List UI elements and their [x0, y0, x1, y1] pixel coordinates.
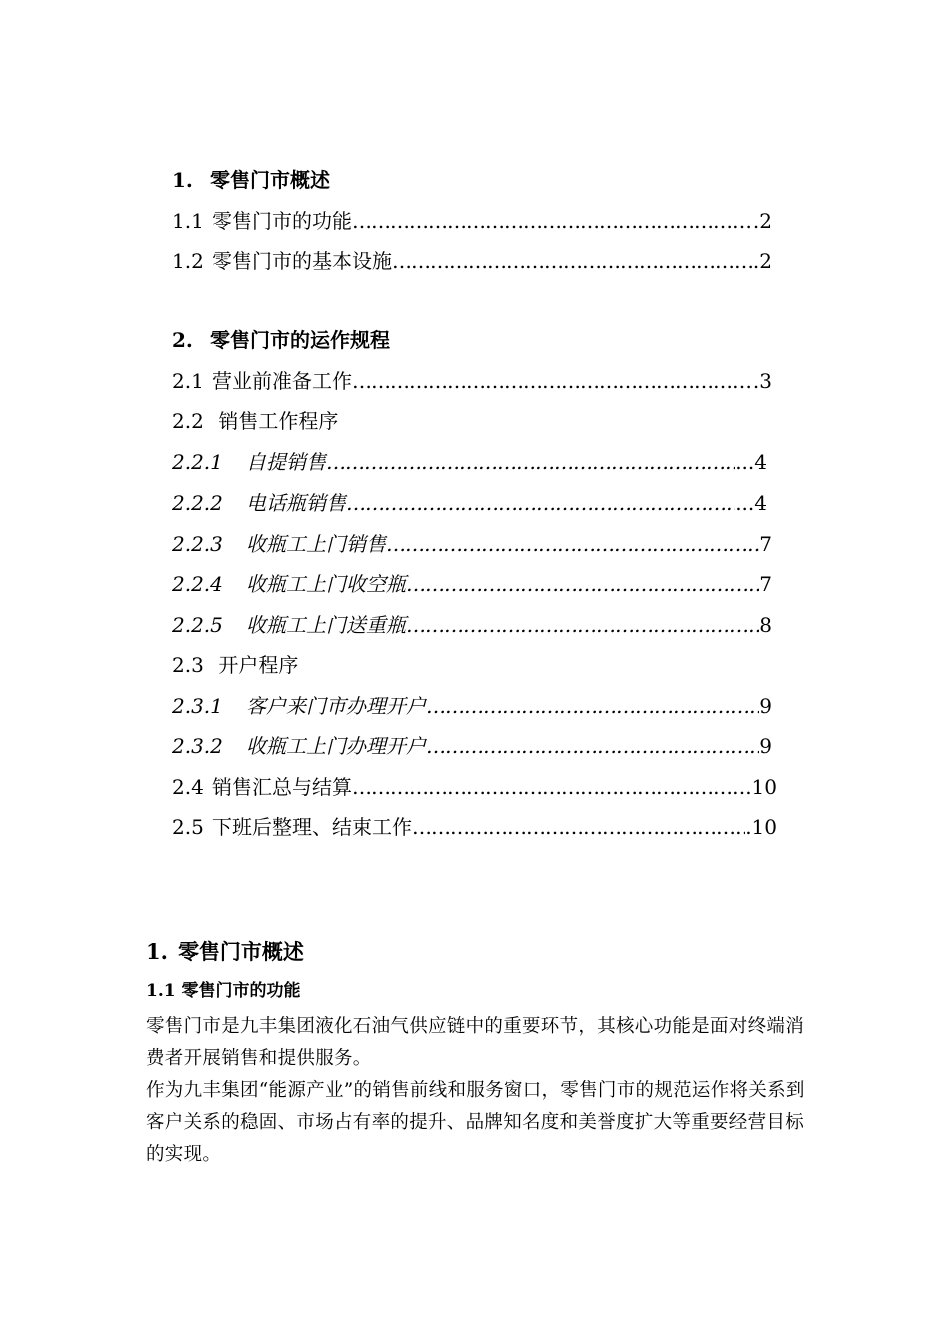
toc-subentry[interactable] — [172, 691, 772, 721]
toc-page-number: 8 — [759, 613, 772, 637]
toc-subentry[interactable] — [172, 447, 767, 477]
body-paragraph: 作为九丰集团“能源产业”的销售前线和服务窗口，零售门市的规范运作将关系到客户关系的稳固、市场占有率的提升、品牌知名度和美誉度扩大等重要经营目标的实现。 — [146, 1080, 805, 1165]
toc-entry-title: 收瓶工上门送重瓶 — [246, 613, 406, 637]
toc-entry[interactable] — [172, 650, 298, 680]
toc-subentry[interactable] — [172, 731, 772, 761]
toc-page-number: .2 — [752, 209, 772, 233]
toc-entry-number: 2.2.3 — [172, 532, 223, 556]
toc-entry-number: 1.2 — [172, 249, 204, 273]
section-heading — [146, 936, 304, 968]
toc-dot-leader — [352, 366, 753, 396]
toc-entry-number: 2.1 — [172, 369, 204, 393]
body-paragraph: 零售门市是九丰集团液化石油气供应链中的重要环节，其核心功能是面对终端消费者开展销售和提供服务。 — [146, 1016, 805, 1069]
toc-entry-number: 2.3 — [172, 653, 204, 677]
toc-entry-title: 下班后整理、结束工作 — [212, 815, 412, 839]
toc-page-number: .2 — [752, 249, 772, 273]
toc-page-number: ...4 — [735, 491, 767, 515]
toc-entry-title: 销售汇总与结算 — [212, 775, 352, 799]
toc-entry-number: 2.4 — [172, 775, 204, 799]
toc-entry-number: 2.2 — [172, 409, 204, 433]
toc-dot-leader — [392, 246, 753, 276]
toc-dot-leader — [346, 488, 735, 518]
toc-dot-leader — [326, 447, 735, 477]
toc-entry-title: 自提销售 — [246, 450, 326, 474]
toc-entry[interactable] — [172, 406, 338, 436]
toc-page-number: ...4 — [735, 450, 767, 474]
toc-entry-number: 2.2.5 — [172, 613, 223, 637]
toc-page-number: 7 — [759, 572, 772, 596]
toc-page-number: .10 — [745, 775, 777, 799]
toc-dot-leader — [352, 772, 745, 802]
toc-section-title: 零售门市概述 — [210, 168, 330, 192]
toc-entry-title: 营业前准备工作 — [212, 369, 352, 393]
toc-section-heading[interactable] — [172, 165, 330, 195]
toc-entry[interactable] — [172, 366, 772, 396]
toc-entry-number: 1.1 — [172, 209, 204, 233]
toc-section-number: 2. — [172, 328, 193, 352]
toc-dot-leader — [352, 206, 753, 236]
toc-entry-title: 收瓶工上门办理开户 — [246, 734, 426, 758]
toc-dot-leader — [406, 610, 759, 640]
section-heading-number: 1. — [146, 939, 168, 964]
toc-page-number: 9 — [759, 694, 772, 718]
toc-section-title: 零售门市的运作规程 — [210, 328, 390, 352]
toc-section-heading[interactable] — [172, 325, 390, 355]
toc-entry[interactable] — [172, 772, 777, 802]
toc-subentry[interactable] — [172, 610, 772, 640]
toc-entry-title: 收瓶工上门收空瓶 — [246, 572, 406, 596]
toc-entry-number: 2.2.2 — [172, 491, 223, 515]
toc-entry-number: 2.5 — [172, 815, 204, 839]
toc-subentry[interactable] — [172, 569, 772, 599]
toc-entry-number: 2.2.4 — [172, 572, 223, 596]
toc-section-number: 1. — [172, 168, 193, 192]
toc-dot-leader — [412, 812, 745, 842]
toc-entry-title: 收瓶工上门销售 — [246, 532, 386, 556]
toc-page-number: 9 — [759, 734, 772, 758]
toc-entry[interactable] — [172, 812, 777, 842]
toc-entry-title: 零售门市的功能 — [212, 209, 352, 233]
toc-entry-number: 2.3.1 — [172, 694, 223, 718]
toc-entry[interactable] — [172, 206, 772, 236]
toc-entry-title: 开户程序 — [218, 653, 299, 677]
toc-entry-title: 电话瓶销售 — [246, 491, 346, 515]
toc-entry-number: 2.3.2 — [172, 734, 223, 758]
toc-entry-number: 2.2.1 — [172, 450, 223, 474]
toc-entry-title: 销售工作程序 — [218, 409, 339, 433]
toc-subentry[interactable] — [172, 488, 767, 518]
toc-subentry[interactable] — [172, 529, 772, 559]
toc-entry-title: 客户来门市办理开户 — [246, 694, 426, 718]
toc-dot-leader — [426, 691, 759, 721]
toc-page-number: 7 — [759, 532, 772, 556]
toc-entry-title: 零售门市的基本设施 — [212, 249, 392, 273]
toc-dot-leader — [426, 731, 759, 761]
toc-dot-leader — [386, 529, 759, 559]
toc-entry[interactable] — [172, 246, 772, 276]
section-heading-title: 零售门市概述 — [177, 939, 304, 964]
toc-page-number: .3 — [752, 369, 772, 393]
subsection-heading: 1.1 零售门市的功能 — [146, 981, 301, 1001]
toc-dot-leader — [406, 569, 759, 599]
toc-page-number: .10 — [745, 815, 777, 839]
